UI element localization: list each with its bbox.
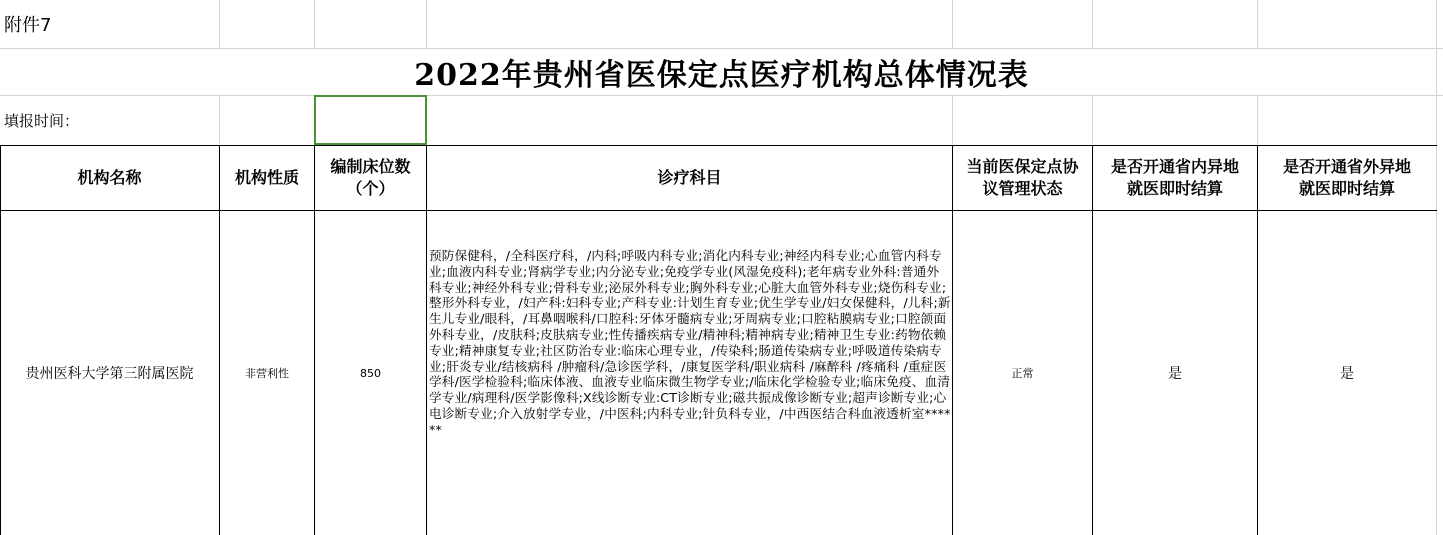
- header-departments[interactable]: 诊疗科目: [657, 168, 722, 187]
- gridline: [0, 95, 1443, 96]
- header-name[interactable]: 机构名称: [77, 168, 142, 187]
- header-beds[interactable]: [315, 146, 426, 210]
- gridline: [1257, 95, 1258, 145]
- header-status-line2: 议管理状态: [982, 179, 1063, 198]
- header-beds-line2: （个）: [346, 179, 395, 198]
- row-in-province-cell[interactable]: 是: [1168, 366, 1182, 382]
- row-out-province-cell[interactable]: 是: [1340, 366, 1354, 382]
- row-nature-cell[interactable]: 非营利性: [245, 367, 289, 380]
- gridline: [952, 0, 953, 48]
- header-status[interactable]: [953, 146, 1092, 210]
- row-name-cell[interactable]: 贵州医科大学第三附属医院: [25, 366, 194, 382]
- fill-time-label: 填报时间：: [4, 111, 80, 130]
- row-beds-cell[interactable]: 850: [360, 366, 381, 380]
- header-in-province-line2: 就医即时结算: [1126, 179, 1223, 198]
- row-departments-cell[interactable]: 预防保健科，/全科医疗科，/内科;呼吸内科专业;消化内科专业;神经内科专业;心血管内科专业;血液内科专业;肾病学专业;内分泌专业;免疫学专业(风湿免疫科);老年病专业外科:普通外科专业;神经外科专业;骨科专业;泌尿外科专业;胸外科专业;心脏大血管外科专业;烧伤科专业;整形外科专业，/妇产科:妇科专业;产科专业:计划生育专业;优生学专业/妇女保健科，/儿科;新生儿专业/眼科，/耳鼻咽喉科/口腔科:牙体牙髓病专业;牙周病专业;口腔粘膜病专业;口腔颌面外科专业，/皮肤科;皮肤病专业;性传播疾病专业/精神科;精神病专业;精神卫生专业:药物依赖专业;精神康复专业;社区防治专业:临床心理专业，/传染科;肠道传染病专业;呼吸道传染病专业;肝炎专业/结核病科 /肿瘤科/急诊医学科，/康复医学科/职业病科 /麻醉科 /疼痛科 /重症医学科/医学检验科;临床体液、血液专业临床微生物学专业;/临床化学检验专业;临床免疫、血清学专业/病理科/医学影像科;X线诊断专业:CT诊断专业;磁共振成像诊断专业;超声诊断专业;心电诊断专业;介入放射学专业，/中医科;内科专业;针负科专业，/中西医结合科血液透析室******: [429, 248, 951, 437]
- header-in-province-line1: 是否开通省内异地: [1110, 157, 1239, 176]
- header-in-province[interactable]: [1093, 146, 1257, 210]
- gridline: [219, 0, 220, 48]
- header-beds-line1: 编制床位数: [330, 157, 411, 176]
- page-title: 2022年贵州省医保定点医疗机构总体情况表: [414, 58, 1029, 93]
- header-out-province-line1: 是否开通省外异地: [1282, 157, 1411, 176]
- header-out-province[interactable]: [1258, 146, 1436, 210]
- gridline: [219, 95, 220, 145]
- gridline: [1092, 0, 1093, 48]
- gridline: [314, 0, 315, 48]
- header-status-line1: 当前医保定点协: [966, 157, 1079, 176]
- header-nature[interactable]: 机构性质: [234, 168, 299, 187]
- gridline: [952, 95, 953, 145]
- row-status-cell[interactable]: 正常: [1011, 367, 1034, 380]
- gridline: [426, 0, 427, 48]
- attachment-label: 附件7: [4, 15, 52, 36]
- header-out-province-line2: 就医即时结算: [1298, 179, 1395, 198]
- gridline: [1092, 95, 1093, 145]
- fill-time-cell-selected[interactable]: [314, 95, 427, 145]
- gridline: [1257, 0, 1258, 48]
